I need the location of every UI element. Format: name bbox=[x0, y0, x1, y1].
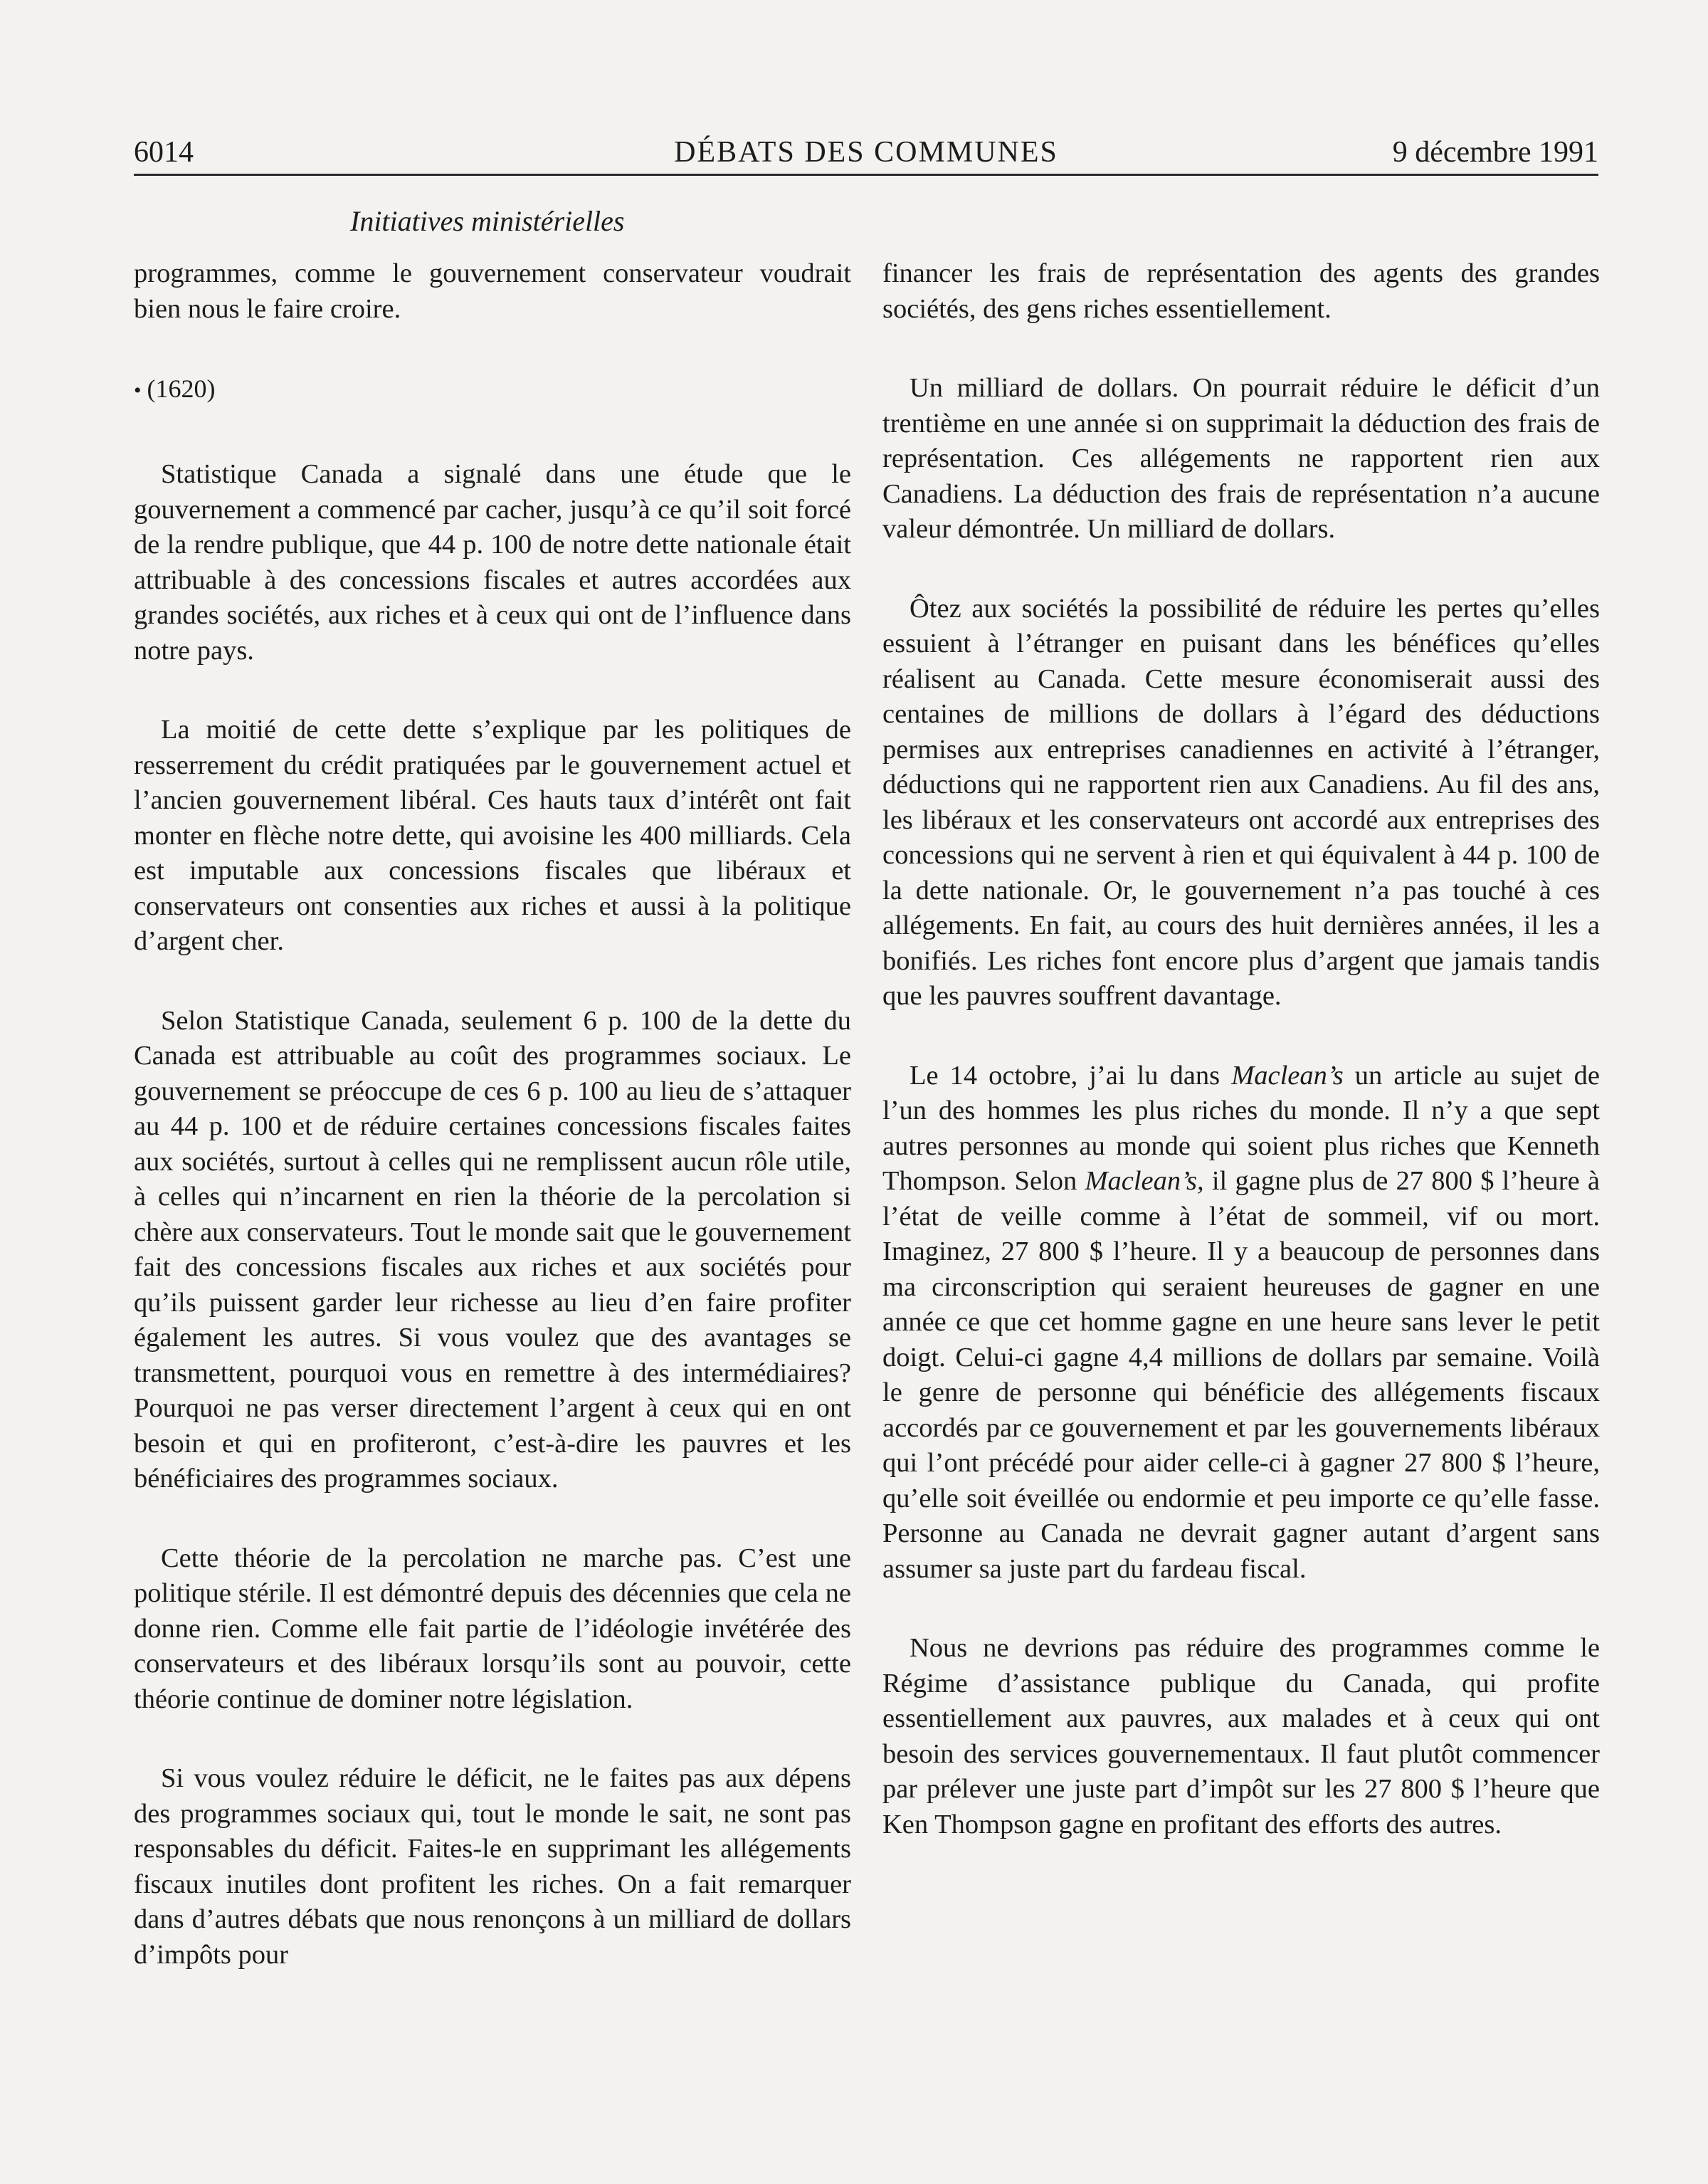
paragraph: Cette théorie de la percolation ne marche pas. C’est une politique stérile. Il est démontré depuis des décennies que cela ne donne rien. Comme elle fait partie de l’idéologie invétérée des conservateurs et des libéraux lorsqu’ils sont au pouvoir, cette théorie continue de dominer notre législation. bbox=[134, 1543, 851, 1714]
magazine-title: Maclean’s bbox=[1231, 1060, 1344, 1091]
paragraph: Nous ne devrions pas réduire des programmes comme le Régime d’assistance publique du Canada, qui profite essentiellement aux pauvres, aux malades et à ceux qui ont besoin des services gouvernementaux. Il faut plutôt commencer par prélever une juste part d’impôt sur les 27 800 $ l’heure que Ken Thompson gagne en profitant des efforts des autres. bbox=[882, 1633, 1600, 1839]
right-column bbox=[882, 256, 1600, 1842]
paragraph: La moitié de cette dette s’explique par les politiques de resserrement du crédit pratiquées par le gouvernement actuel et l’ancien gouvernement libéral. Ces hauts taux d’intérêt ont fait monter en flèche notre dette, qui avoisine les 400 milliards. Cela est imputable aux concessions fiscales que libéraux et conservateurs ont consenties aux riches et aussi à la politique d’argent cher. bbox=[134, 715, 851, 956]
publication-date: 9 décembre 1991 bbox=[1392, 136, 1598, 169]
paragraph: Ôtez aux sociétés la possibilité de réduire les pertes qu’elles essuient à l’étranger en puisant dans les bénéfices qu’elles réalisent au Canada. Cette mesure économiserait aussi des centaines de millions de dollars à l’égard des déductions permises aux entreprises canadiennes en activité à l’étranger, déductions qui ne rapportent rien aux Canadiens. Au fil des ans, les libéraux et les conservateurs ont accordé aux entreprises des concessions qui ne servent à rien et qui équivalent à 44 p. 100 de la dette nationale. Or, le gouvernement n’a pas touché à ces allégements. En fait, au cours des huit dernières années, il les a bonifiés. Les riches font encore plus d’argent que jamais tandis que les pauvres souffrent davantage. bbox=[882, 593, 1600, 1011]
bullet-icon: • bbox=[134, 379, 142, 402]
text-run: il gagne plus de 27 800 $ l’heure à l’état de veille comme à l’état de sommeil, vif ou mort. Imaginez, 27 800 $ l’heure. Il y a beaucoup de personnes dans ma circonscription qui seraient heureuses de gagner en une année ce que cet homme gagne en une heure sans lever le petit doigt. Celui-ci gagne 4,4 millions de dollars par semaine. Voilà le genre de personne qui bénéficie des allégements fiscaux accordés par ce gouvernement et par les gouvernements libéraux qui l’ont précédé pour aider celle-ci à gagner 27 800 $ l’heure, qu’elle soit éveillée ou endormie et peu importe ce qu’elle fasse. Personne au Canada ne devrait gagner autant d’argent sans assumer sa juste part du fardeau fiscal. bbox=[882, 1166, 1600, 1584]
page-number: 6014 bbox=[134, 136, 194, 169]
text-run: un article au sujet de l’un des hommes les plus riches du monde. Il n’y a que sept autres personnes au monde qui soient plus riches que Kenneth Thompson. Selon bbox=[882, 1060, 1600, 1196]
magazine-title: Maclean’s, bbox=[1085, 1166, 1204, 1196]
paragraph: Selon Statistique Canada, seulement 6 p. 100 de la dette du Canada est attribuable au coût des programmes sociaux. Le gouvernement se préoccupe de ces 6 p. 100 au lieu de s’attaquer au 44 p. 100 et de réduire certaines concessions fiscales faites aux sociétés, surtout à celles qui ne remplissent aucun rôle utile, à celles qui n’incarnent en rien la théorie de la percolation si chère aux conservateurs. Tout le monde sait que le gouvernement fait des concessions fiscales aux riches et aux sociétés pour qu’ils puissent garder leur richesse au lieu d’en faire profiter également les autres. Si vous voulez que des avantages se transmettent, pourquoi vous en remettre à des intermédiaires? Pourquoi ne pas verser directement l’argent à ceux qui en ont besoin et qui en profiteront, c’est-à-dire les pauvres et les bénéficiaires des programmes sociaux. bbox=[134, 1005, 851, 1493]
time-marker bbox=[134, 371, 851, 409]
publication-title: DÉBATS DES COMMUNES bbox=[674, 136, 1058, 169]
section-subheading: Initiatives ministérielles bbox=[350, 205, 625, 237]
left-column bbox=[134, 256, 851, 1973]
paragraph: programmes, comme le gouvernement conservateur voudrait bien nous le faire croire. bbox=[134, 258, 851, 324]
page-header bbox=[134, 130, 1598, 176]
time-marker-text: (1620) bbox=[147, 374, 216, 403]
paragraph: Si vous voulez réduire le déficit, ne le faites pas aux dépens des programmes sociaux qui, tout le monde le sait, ne sont pas responsables du déficit. Faites-le en supprimant les allégements fiscaux inutiles dont profitent les riches. On a fait remarquer dans d’autres débats que nous renonçons à un milliard de dollars d’impôts pour bbox=[134, 1763, 851, 1970]
paragraph: Un milliard de dollars. On pourrait réduire le déficit d’un trentième en une année si on supprimait la déduction des frais de représentation. Ces allégements ne rapportent rien aux Canadiens. La déduction des frais de représentation n’a aucune valeur démontrée. Un milliard de dollars. bbox=[882, 373, 1600, 544]
text-run: Le 14 octobre, j’ai lu dans bbox=[910, 1060, 1232, 1091]
paragraph: Statistique Canada a signalé dans une étude que le gouvernement a commencé par cacher, jusqu’à ce qu’il soit forcé de la rendre publique, que 44 p. 100 de notre dette nationale était attribuable à des concessions fiscales et autres accordées aux grandes sociétés, aux riches et à ceux qui ont de l’influence dans notre pays. bbox=[134, 459, 851, 666]
paragraph: financer les frais de représentation des agents des grandes sociétés, des gens riches essentiellement. bbox=[882, 258, 1600, 324]
paragraph bbox=[882, 1059, 1600, 1587]
